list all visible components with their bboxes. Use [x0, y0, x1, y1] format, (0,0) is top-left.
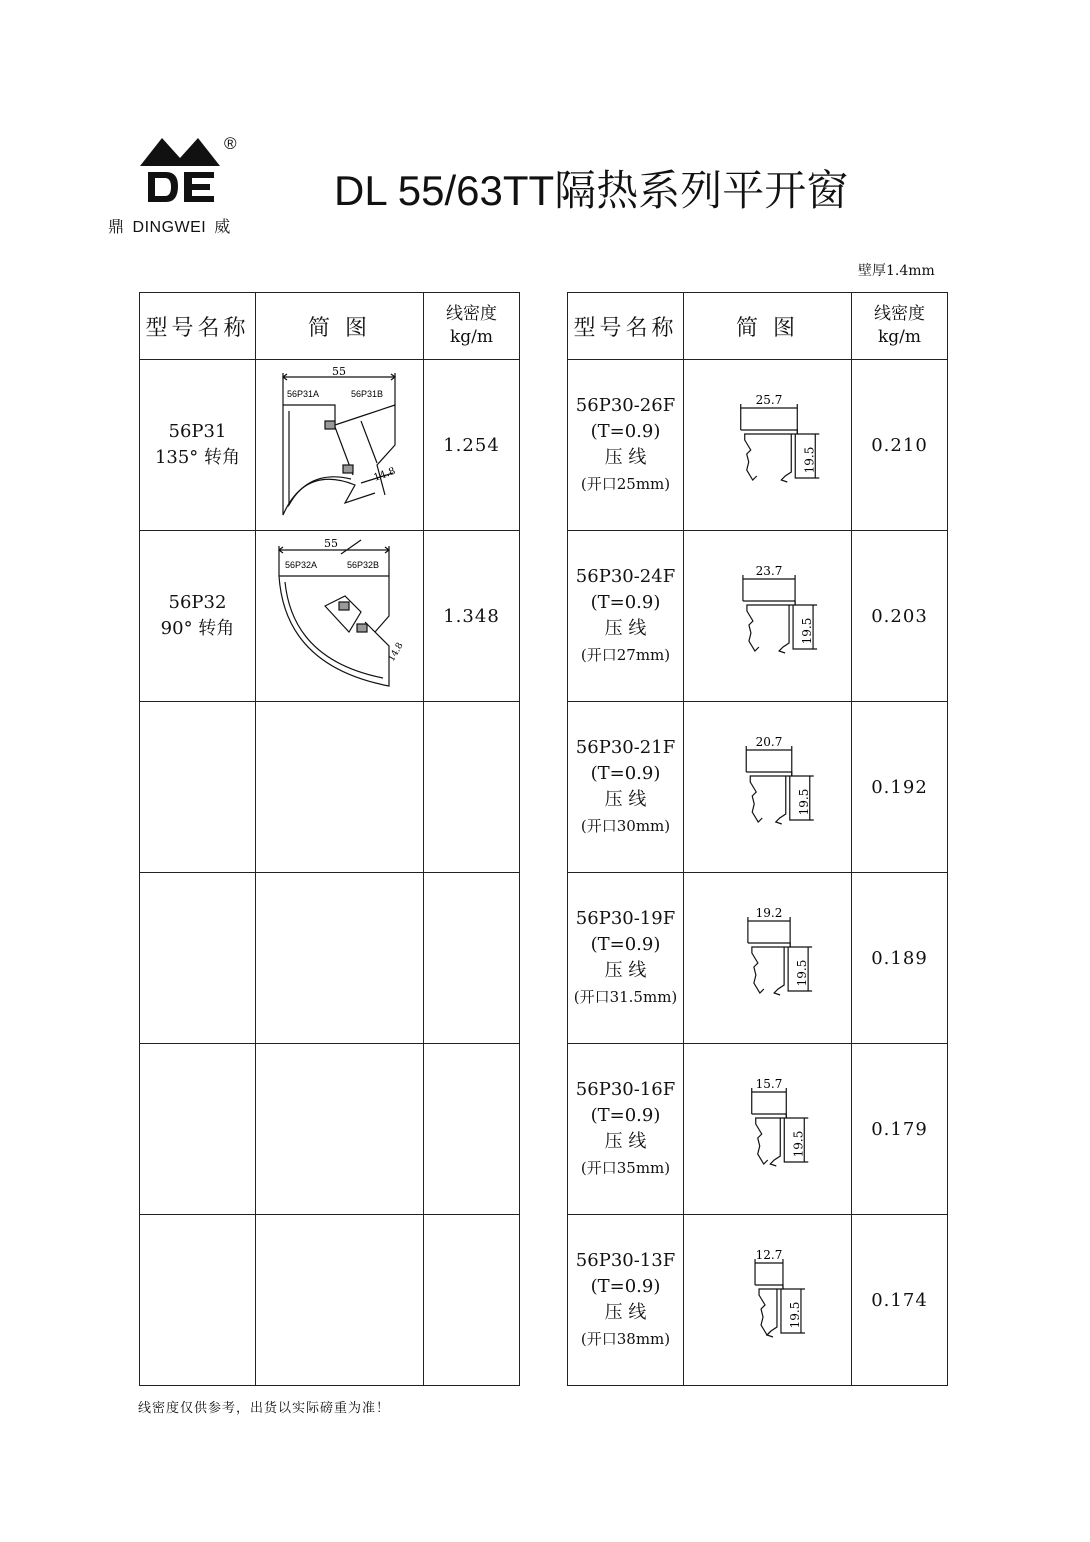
svg-text:56P31A: 56P31A: [286, 389, 319, 399]
svg-text:19.5: 19.5: [801, 446, 816, 474]
svg-text:19.5: 19.5: [796, 788, 811, 816]
svg-text:19.5: 19.5: [799, 617, 814, 645]
table-row-empty: [140, 702, 520, 873]
drawing-cell: [256, 531, 424, 702]
table-row: [568, 702, 948, 873]
glazing-bead-drawing: [693, 1054, 843, 1204]
svg-text:55: 55: [323, 537, 338, 550]
table-row-empty: [140, 1215, 520, 1386]
corner-90-profile-drawing: [265, 536, 415, 696]
density-cell: 1.348: [424, 531, 520, 702]
header-model: 型号名称: [140, 293, 256, 360]
svg-text:14.8: 14.8: [371, 465, 397, 484]
right-spec-table: [567, 292, 948, 1386]
svg-text:23.7: 23.7: [755, 564, 782, 578]
table-header-row: [140, 293, 520, 360]
header-model: 型号名称: [568, 293, 684, 360]
registered-mark: ®: [224, 134, 237, 153]
table-header-row: [568, 293, 948, 360]
right-table-body: [568, 360, 948, 1386]
svg-text:12.7: 12.7: [755, 1248, 782, 1262]
table-row: [568, 873, 948, 1044]
glazing-bead-drawing: [693, 1225, 843, 1375]
density-cell: 0.189: [852, 873, 948, 1044]
page-title: DL 55/63TT隔热系列平开窗: [334, 167, 849, 214]
svg-text:19.5: 19.5: [787, 1301, 802, 1329]
drawing-cell: [684, 531, 852, 702]
brand-logo: [108, 132, 258, 242]
glazing-bead-drawing: [693, 712, 843, 862]
drawing-cell: [684, 1044, 852, 1215]
left-spec-table: [139, 292, 520, 1386]
model-cell: 56P32 90° 转角: [140, 531, 256, 702]
header-drawing: 简 图: [256, 293, 424, 360]
header-density: 线密度 kg/m: [424, 293, 520, 360]
table-row: [568, 531, 948, 702]
density-cell: 0.210: [852, 360, 948, 531]
table-row: [568, 1044, 948, 1215]
model-cell: 56P30-24F (T=0.9) 压 线 (开口27mm): [568, 531, 684, 702]
footnote: 线密度仅供参考，出货以实际磅重为准！: [138, 1401, 391, 1416]
drawing-cell: [684, 1215, 852, 1386]
svg-text:19.5: 19.5: [794, 959, 809, 987]
table-row: [140, 531, 520, 702]
drawing-cell: [256, 360, 424, 531]
table-row-empty: [140, 1044, 520, 1215]
model-cell: 56P30-26F (T=0.9) 压 线 (开口25mm): [568, 360, 684, 531]
density-cell: 1.254: [424, 360, 520, 531]
table-row: [140, 360, 520, 531]
density-cell: 0.203: [852, 531, 948, 702]
svg-text:19.2: 19.2: [755, 906, 782, 920]
svg-text:20.7: 20.7: [755, 735, 782, 749]
brand-name: 鼎 DINGWEI 威: [108, 219, 231, 236]
glazing-bead-drawing: [693, 370, 843, 520]
svg-text:14.8: 14.8: [386, 641, 406, 664]
header-density: 线密度 kg/m: [852, 293, 948, 360]
drawing-cell: [684, 702, 852, 873]
model-cell: 56P30-19F (T=0.9) 压 线 (开口31.5mm): [568, 873, 684, 1044]
glazing-bead-drawing: [693, 541, 843, 691]
svg-text:56P32A: 56P32A: [284, 560, 317, 570]
svg-text:15.7: 15.7: [755, 1077, 782, 1091]
model-cell: 56P31 135° 转角: [140, 360, 256, 531]
table-row: [568, 360, 948, 531]
density-cell: 0.179: [852, 1044, 948, 1215]
model-cell: 56P30-13F (T=0.9) 压 线 (开口38mm): [568, 1215, 684, 1386]
density-cell: 0.174: [852, 1215, 948, 1386]
corner-135-profile-drawing: [265, 365, 415, 525]
table-row: [568, 1215, 948, 1386]
density-cell: 0.192: [852, 702, 948, 873]
svg-text:19.5: 19.5: [790, 1130, 805, 1158]
svg-text:56P32B: 56P32B: [346, 560, 379, 570]
drawing-cell: [684, 873, 852, 1044]
wall-thickness-note: 壁厚1.4mm: [858, 263, 935, 279]
header-drawing: 简 图: [684, 293, 852, 360]
model-cell: 56P30-16F (T=0.9) 压 线 (开口35mm): [568, 1044, 684, 1215]
svg-text:56P31B: 56P31B: [350, 389, 383, 399]
drawing-cell: [684, 360, 852, 531]
svg-text:25.7: 25.7: [755, 393, 782, 407]
svg-text:55: 55: [331, 365, 346, 378]
table-row-empty: [140, 873, 520, 1044]
glazing-bead-drawing: [693, 883, 843, 1033]
dingwei-logo-icon: [138, 132, 222, 212]
model-cell: 56P30-21F (T=0.9) 压 线 (开口30mm): [568, 702, 684, 873]
